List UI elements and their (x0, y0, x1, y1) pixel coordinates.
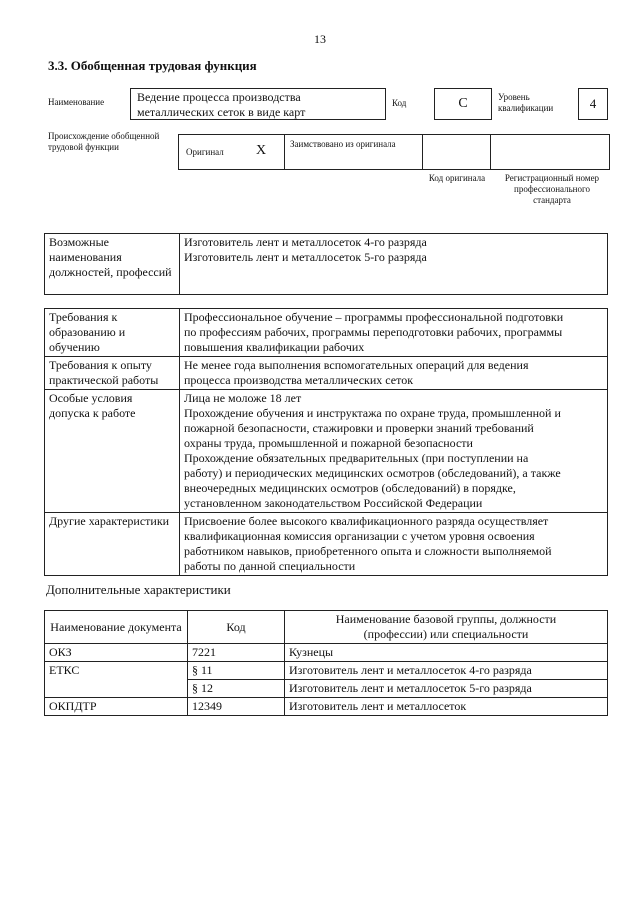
positions-label: Возможные наименования должностей, профессий (45, 234, 180, 295)
req-line: работу) и периодических медицинских осмотров (обследований), а также (184, 466, 561, 480)
row-name: Изготовитель лент и металлосеток (285, 698, 608, 716)
req-line: Не менее года выполнения вспомогательных операций для ведения (184, 358, 529, 372)
table-row (45, 662, 608, 680)
reg-number-caption: Регистрационный номер профессионального стандарта (504, 173, 600, 205)
req-label: Другие характеристики (45, 513, 180, 576)
page-number: 13 (314, 32, 326, 46)
req-label: Требования к опыту практической работы (45, 357, 180, 390)
table-header-row (45, 611, 608, 644)
row-code: § 11 (188, 662, 285, 680)
header-code: Код (188, 611, 285, 644)
table-row (45, 644, 608, 662)
req-line: Прохождение обязательных предварительных (при поступлении на (184, 451, 529, 465)
code-original-caption: Код оригинала (428, 173, 486, 183)
borrowed-label: Заимствовано из оригинала (290, 139, 396, 149)
table-row (45, 309, 608, 357)
req-label: Требования к образованию и обучению (45, 309, 180, 357)
req-line: охраны труда, промышленной и пожарной безопасности (184, 436, 473, 450)
name-label: Наименование (48, 97, 105, 107)
origin-label: Происхождение обобщенной трудовой функции (48, 131, 160, 152)
additional-title: Дополнительные характеристики (46, 582, 231, 597)
req-line: Присвоение более высокого квалификационного разряда осуществляет (184, 514, 549, 528)
req-line: повышения квалификации рабочих (184, 340, 365, 354)
req-line: по профессиям рабочих, программы переподготовки рабочих, программы (184, 325, 563, 339)
row-code: § 12 (188, 680, 285, 698)
code-label: Код (392, 98, 407, 108)
req-line: работником навыков, приобретенного опыта и сложности выполняемой (184, 544, 552, 558)
req-line: установленном законодательством Российской Федерации (184, 496, 483, 510)
row-name: Изготовитель лент и металлосеток 4-го разряда (285, 662, 608, 680)
position-line: Изготовитель лент и металлосеток 5-го разряда (184, 250, 427, 264)
original-label: Оригинал (186, 147, 224, 157)
original-mark: Х (256, 143, 267, 158)
requirements-table (44, 308, 608, 576)
code-value-box (434, 88, 492, 120)
req-label: Особые условия допуска к работе (45, 390, 180, 513)
table-row (45, 357, 608, 390)
req-line: Лица не моложе 18 лет (184, 391, 302, 405)
req-line: Профессиональное обучение – программы профессиональной подготовки (184, 310, 564, 324)
code-value: C (458, 96, 468, 111)
row-doc: ОКПДТР (45, 698, 188, 716)
req-line: работы по данной специальности (184, 559, 356, 573)
positions-table (44, 233, 608, 295)
level-value-box (578, 88, 608, 120)
req-line: пожарной безопасности, стажировки и проверки знаний требований (184, 421, 534, 435)
row-code: 12349 (188, 698, 285, 716)
req-line: процесса производства металлических сеток (184, 373, 414, 387)
req-line: внеочередных медицинских осмотров (обследований) в порядке, (184, 481, 516, 495)
header-doc: Наименование документа (45, 611, 188, 644)
level-value: 4 (589, 96, 597, 111)
row-name: Кузнецы (285, 644, 608, 662)
row-doc: ЕТКС (45, 662, 188, 698)
req-line: Прохождение обучения и инструктажа по охране труда, промышленной и (184, 406, 561, 420)
req-line: квалификационная комиссия организации с учетом уровня освоения (184, 529, 535, 543)
additional-table (44, 610, 608, 716)
position-line: Изготовитель лент и металлосеток 4-го разряда (184, 235, 427, 249)
name-value: Ведение процесса производства металлических сеток в виде карт (137, 90, 306, 119)
table-row (45, 513, 608, 576)
row-code: 7221 (188, 644, 285, 662)
table-row (45, 390, 608, 513)
row-doc: ОКЗ (45, 644, 188, 662)
table-row (45, 698, 608, 716)
row-name: Изготовитель лент и металлосеток 5-го разряда (285, 680, 608, 698)
header-name: Наименование базовой группы, должности (профессии) или специальности (285, 611, 608, 644)
section-title: 3.3. Обобщенная трудовая функция (48, 58, 257, 73)
level-label: Уровень квалификации (498, 92, 554, 113)
name-value-box (130, 88, 386, 120)
